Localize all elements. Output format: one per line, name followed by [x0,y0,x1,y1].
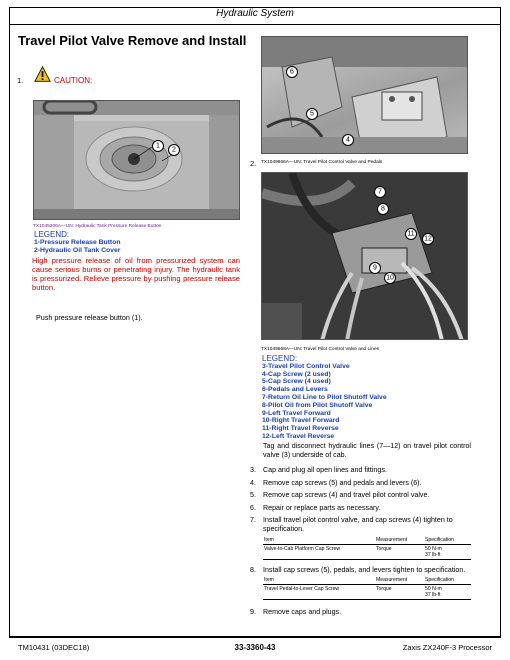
step-number: 7. [250,516,256,525]
callout-4-label: 4 [346,136,350,144]
spec-header-item: Item [263,576,375,585]
callout-1 [153,141,164,152]
warning-text: High pressure release of oil from pressurized system can cause serious burns or penetrating injury. The hydraulic tank is pressurized. Relieve pressure by pushing pressure release button. [32,256,240,292]
callout-9 [370,263,381,274]
figure1-callouts [150,138,180,158]
step-number: 5. [250,491,256,500]
step-1-number: 1. [17,76,24,85]
step-text: Repair or replace parts as necessary. [263,503,381,512]
legend-item: 9-Left Travel Forward [262,409,331,417]
figure3-caption: TX1049668A—UN: Travel Pilot Control Valve and Lines [261,347,380,352]
spec-table-valve [263,536,471,560]
step-text: Install cap screws (5), pedals, and levers tighten to specification. [263,565,466,574]
callout-12-label: 12 [424,235,432,243]
figure2-caption: TX1049666A—UN: Travel Pilot Control Valve and Pedals [261,160,383,165]
header-title: Hydraulic System [216,8,294,19]
footer-page-number: 33-3360-43 [234,643,276,652]
callout-12 [423,234,434,245]
push-instruction: Push pressure release button (1). [36,313,143,322]
footer-machine-model: Zaxis ZX240F-3 Processor [402,643,492,652]
callout-10-label: 10 [386,274,394,282]
figure1-legend [34,231,121,254]
spec-item: Travel Pedal-to-Lever Cap Screw [263,585,375,600]
step-8 [250,566,472,575]
step-text: Cap and plug all open lines and fittings. [263,466,387,474]
step-4 [250,479,472,488]
figure2-callouts [282,60,362,150]
figure3-legend [262,355,387,441]
legend-item: 2-Hydraulic Oil Tank Cover [34,246,121,254]
step-7 [250,516,472,533]
callout-6 [287,67,298,78]
callout-8 [378,204,389,215]
callout-10 [385,273,396,284]
section-title: Travel Pilot Valve Remove and Install [18,33,247,48]
callout-11 [406,229,417,240]
spec-measurement: Torque [375,544,424,559]
legend-item: 3-Travel Pilot Control Valve [262,362,350,370]
spec-metric: 50 N·m [425,586,442,593]
callout-2-label: 2 [172,146,176,154]
step-2-number: 2. [250,159,257,168]
step-number: 9. [250,608,256,617]
legend-title: LEGEND: [34,230,70,239]
callout-6-label: 6 [290,68,294,76]
spec-value [424,585,471,600]
legend-item: 7-Return Oil Line to Pilot Shutoff Valve [262,393,387,401]
spec-header-specification: Specification [424,576,471,585]
spec-header-item: Item [263,536,375,545]
header-rule [9,24,501,25]
legend-item: 10-Right Travel Forward [262,417,340,425]
caution-icon [34,66,51,83]
legend-item: 5-Cap Screw (4 used) [262,378,331,386]
figure1-caption: TX1045206A—UN: Hydraulic Tank Pressure Release Button [33,224,162,229]
legend-item: 12-Left Travel Reverse [262,432,335,440]
step-9 [250,608,472,617]
callout-7-label: 7 [378,188,382,196]
step-text: Install travel pilot control valve, and cap screws (4) tighten to specification. [263,516,453,533]
step-text: Remove caps and plugs. [263,608,342,617]
spec-imperial: 37 lb-ft [425,551,441,558]
footer-manual-id: TM10431 (03DEC18) [18,643,90,652]
legend-item: 1-Pressure Release Button [34,238,121,246]
step-text: Remove cap screws (4) and travel pilot control valve. [263,491,430,500]
callout-4 [343,135,354,146]
callout-5 [307,109,318,120]
legend-item: 4-Cap Screw (2 used) [262,370,331,378]
step-number: 4. [250,478,256,487]
caution-label: CAUTION: [54,76,93,85]
spec-measurement: Torque [375,585,424,600]
callout-9-label: 9 [373,264,377,272]
callout-8-label: 8 [381,205,385,213]
spec-metric: 50 N·m [425,545,442,552]
legend-item: 6-Pedals and Levers [262,386,328,394]
spec-value [424,544,471,559]
spec-header-specification: Specification [424,536,471,545]
callout-2 [169,145,180,156]
figure3-callouts [368,180,468,300]
spec-table-pedal [263,576,471,600]
step-number: 6. [250,503,256,512]
callout-11-label: 11 [407,230,415,238]
step-text: Remove cap screws (5) and pedals and levers (6). [263,478,422,487]
footer-rule [9,637,501,638]
spec-item: Valve-to-Cab Platform Cap Screw [263,544,375,559]
callout-7 [375,187,386,198]
spec-header-measurement: Measurement [375,536,424,545]
spec-header-measurement: Measurement [375,576,424,585]
step-3 [250,466,472,475]
step-number: 3. [250,466,256,474]
legend-item: 8-Pilot Oil from Pilot Shutoff Valve [262,401,373,409]
step-number: 8. [250,565,256,574]
callout-5-label: 5 [310,110,314,118]
spec-imperial: 37 lb-ft [425,592,441,599]
procedure-steps [250,466,472,617]
legend-item: 11-Right Travel Reverse [262,425,339,433]
step-6 [250,504,472,513]
legend-title: LEGEND: [262,354,298,363]
hydraulic-tank-photo [33,100,240,220]
callout-1-label: 1 [156,142,160,150]
step-5 [250,491,472,500]
tag-disconnect-paragraph: Tag and disconnect hydraulic lines (7—12) on travel pilot control valve (3) underside of cab. [263,442,471,459]
